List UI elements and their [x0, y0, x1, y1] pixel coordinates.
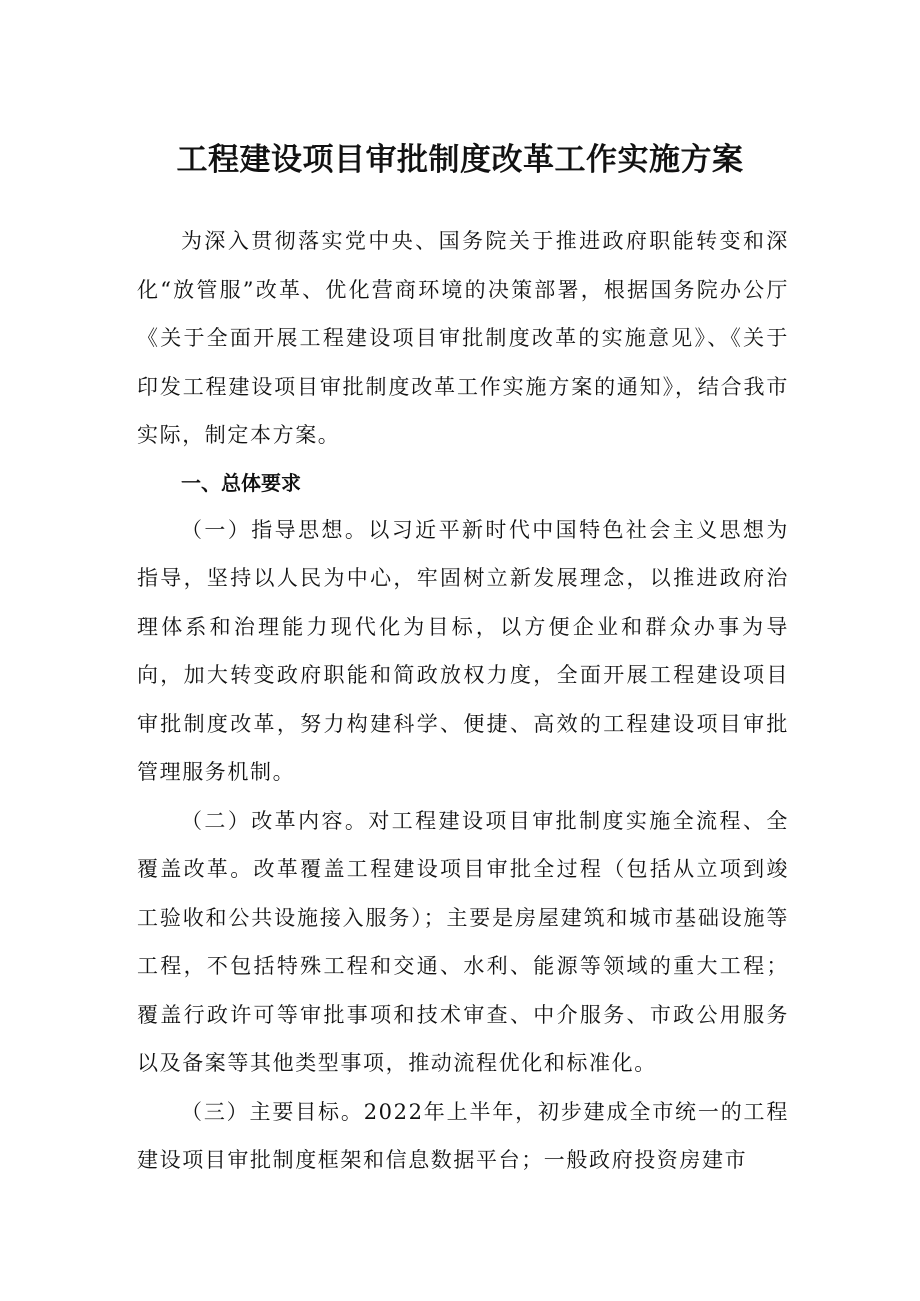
document-body: [137, 217, 789, 1185]
paragraph-guiding-ideology: （一）指导思想。以习近平新时代中国特色社会主义思想为指导，坚持以人民为中心，牢固树立新发展理念，以推进政府治理体系和治理能力现代化为目标，以方便企业和群众办事为导向，加大转变政府职能和简政放权力度，全面开展工程建设项目审批制度改革，努力构建科学、便捷、高效的工程建设项目审批管理服务机制。: [137, 517, 789, 784]
paragraph-main-goals: （三）主要目标。2022年上半年，初步建成全市统一的工程建设项目审批制度框架和信息数据平台；一般政府投资房建市: [137, 1099, 789, 1172]
paragraph-reform-content: （二）改革内容。对工程建设项目审批制度实施全流程、全覆盖改革。改革覆盖工程建设项目审批全过程（包括从立项到竣工验收和公共设施接入服务）；主要是房屋建筑和城市基础设施等工程，不包括特殊工程和交通、水利、能源等领域的重大工程；覆盖行政许可等审批事项和技术审查、中介服务、市政公用服务以及备案等其他类型事项，推动流程优化和标准化。: [137, 808, 789, 1075]
document-title: 工程建设项目审批制度改革工作实施方案: [176, 142, 744, 178]
intro-paragraph: 为深入贯彻落实党中央、国务院关于推进政府职能转变和深化“放管服”改革、优化营商环境的决策部署，根据国务院办公厅《关于全面开展工程建设项目审批制度改革的实施意见》、《关于印发工程建设项目审批制度改革工作实施方案的通知》，结合我市实际，制定本方案。: [137, 229, 789, 447]
section-heading-general-requirements: 一、总体要求: [181, 470, 301, 495]
